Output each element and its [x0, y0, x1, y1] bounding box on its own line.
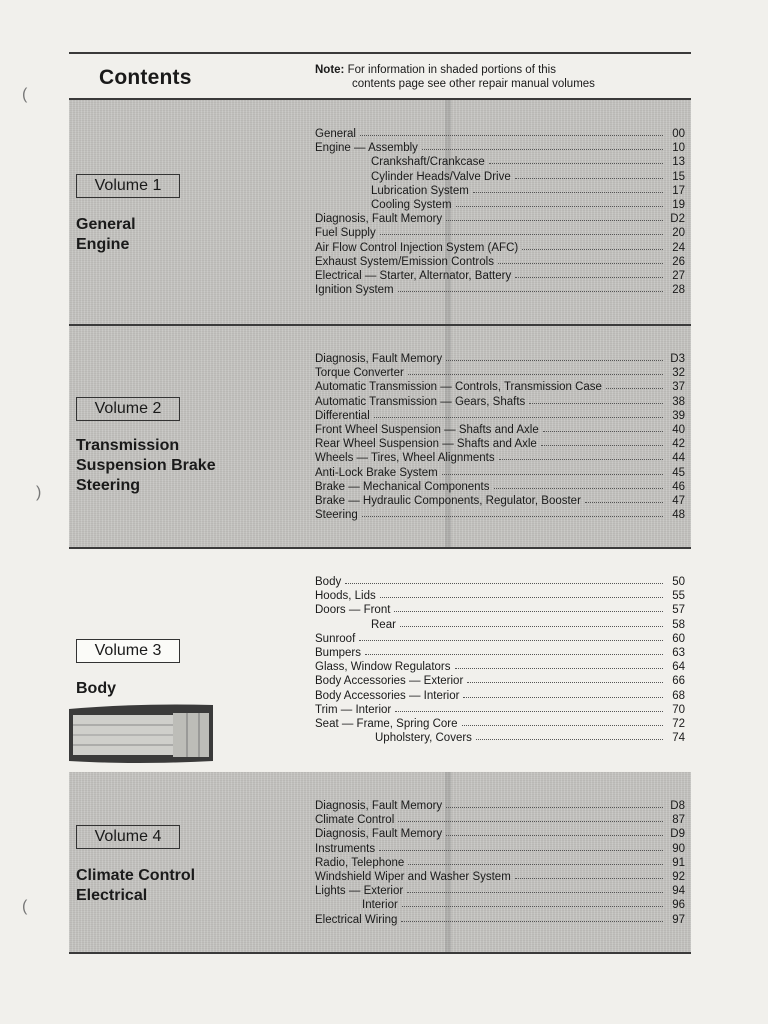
toc-entry-title: Automatic Transmission — Controls, Transmission Case — [315, 381, 602, 394]
volume-2-label — [76, 436, 296, 496]
toc-entry — [315, 717, 685, 731]
toc-entry-title: Body Accessories — Exterior — [315, 675, 464, 688]
toc-entry-page: 39 — [672, 409, 685, 422]
volume-1-box: Volume 1 — [76, 174, 180, 198]
dot-leader — [422, 140, 663, 150]
toc-entry — [315, 618, 685, 632]
toc-entry — [315, 589, 685, 603]
dot-leader — [499, 450, 663, 460]
dot-leader — [463, 688, 663, 698]
toc-entry-page: 90 — [672, 842, 685, 855]
toc-entry-page: 70 — [672, 703, 685, 716]
toc-entry-page: 19 — [672, 199, 685, 212]
volume-4-label — [76, 866, 296, 906]
toc-entry-title: Windshield Wiper and Washer System — [315, 871, 511, 884]
toc-entry-page: 24 — [672, 241, 685, 254]
dot-leader — [522, 240, 663, 250]
toc-entry-title: Fuel Supply — [315, 227, 376, 240]
toc-entry-page: 94 — [672, 885, 685, 898]
volume-4-label-line: Electrical — [76, 887, 148, 904]
toc-entry-title: Bumpers — [315, 647, 362, 660]
toc-entry-title: Steering — [315, 509, 358, 522]
dot-leader — [374, 408, 663, 418]
toc-entry-title: Trim — Interior — [315, 703, 392, 716]
toc-entry — [315, 380, 685, 394]
dot-leader — [476, 730, 663, 740]
toc-entry-page: 37 — [672, 381, 685, 394]
toc-entry-page: 10 — [672, 142, 685, 155]
toc-entry-page: 91 — [672, 856, 685, 869]
toc-entry-title: Engine — Assembly — [315, 142, 418, 155]
volume-2-label-line: Transmission — [76, 437, 180, 454]
toc-entry — [315, 827, 685, 841]
toc-entry-title: Differential — [315, 409, 370, 422]
toc-entry — [315, 423, 685, 437]
dot-leader — [446, 826, 663, 836]
toc-entry — [315, 141, 685, 155]
toc-entry — [315, 660, 685, 674]
toc-entry — [315, 437, 685, 451]
toc-entry-title: Lights — Exterior — [315, 885, 404, 898]
dot-leader — [494, 479, 664, 489]
toc-entry-page: 17 — [672, 184, 685, 197]
toc-entry-title: Glass, Window Regulators — [315, 661, 451, 674]
toc-entry — [315, 226, 685, 240]
toc-entry-page: 40 — [672, 424, 685, 437]
volume-4-label-line: Climate Control — [76, 867, 196, 884]
toc-entry-page: D8 — [670, 800, 685, 812]
toc-entry-title: Hoods, Lids — [315, 590, 376, 603]
toc-entry-title: Radio, Telephone — [315, 856, 405, 869]
toc-entry-page: 46 — [672, 480, 685, 493]
toc-entry-page: 28 — [672, 284, 685, 297]
toc-entry — [315, 494, 685, 508]
dot-leader — [446, 351, 663, 361]
manual-volumes-photo — [67, 703, 215, 767]
toc-entry-title: Rear — [371, 618, 396, 631]
toc-entry-page: 32 — [672, 367, 685, 380]
toc-entry-title: Wheels — Tires, Wheel Alignments — [315, 452, 495, 465]
toc-entry-page: 45 — [672, 466, 685, 479]
toc-entry — [315, 451, 685, 465]
dot-leader — [380, 588, 663, 598]
dot-leader — [362, 507, 663, 517]
toc-entry-title: Air Flow Control Injection System (AFC) — [315, 241, 519, 254]
volume-1-entries — [315, 127, 685, 297]
toc-entry-page: D3 — [670, 353, 685, 365]
toc-entry-title: Rear Wheel Suspension — Shafts and Axle — [315, 438, 537, 451]
toc-entry — [315, 870, 685, 884]
volume-1-label-line: General — [76, 216, 136, 233]
toc-entry-title: Doors — Front — [315, 604, 391, 617]
volume-4-entries — [315, 799, 685, 927]
volume-1-label-line: Engine — [76, 236, 130, 253]
toc-entry-title: Body — [315, 576, 342, 588]
toc-entry — [315, 842, 685, 856]
toc-entry-title: Cooling System — [371, 199, 452, 212]
header-note — [315, 63, 675, 91]
dot-leader — [529, 394, 663, 404]
dot-leader — [394, 602, 663, 612]
dot-leader — [446, 211, 663, 221]
toc-entry-page: 26 — [672, 255, 685, 268]
toc-entry — [315, 480, 685, 494]
toc-entry-title: Electrical Wiring — [315, 913, 398, 926]
dot-leader — [498, 254, 663, 264]
toc-entry-page: D9 — [670, 828, 685, 841]
dot-leader — [606, 379, 663, 389]
dot-leader — [359, 631, 663, 641]
toc-entry-title: Crankshaft/Crankcase — [371, 156, 485, 169]
toc-entry-title: General — [315, 128, 356, 140]
toc-entry — [315, 603, 685, 617]
toc-entry-page: 50 — [672, 576, 685, 588]
toc-entry-page: 66 — [672, 675, 685, 688]
toc-entry — [315, 366, 685, 380]
toc-entry-title: Anti-Lock Brake System — [315, 466, 438, 479]
toc-entry — [315, 813, 685, 827]
toc-entry — [315, 198, 685, 212]
toc-entry-title: Diagnosis, Fault Memory — [315, 828, 443, 841]
toc-entry-page: 47 — [672, 495, 685, 508]
toc-entry-title: Front Wheel Suspension — Shafts and Axle — [315, 424, 539, 437]
dot-leader — [455, 659, 664, 669]
toc-entry-title: Lubrication System — [371, 184, 469, 197]
toc-entry — [315, 466, 685, 480]
dot-leader — [365, 645, 663, 655]
dot-leader — [541, 436, 663, 446]
toc-entry-page: 57 — [672, 604, 685, 617]
toc-entry-page: 20 — [672, 227, 685, 240]
toc-entry — [315, 703, 685, 717]
binding-hole-mark: ( — [22, 898, 28, 915]
dot-leader — [585, 493, 663, 503]
toc-entry — [315, 184, 685, 198]
binding-hole-mark: ) — [36, 484, 42, 501]
toc-entry-title: Torque Converter — [315, 367, 404, 380]
toc-entry — [315, 884, 685, 898]
toc-entry-title: Diagnosis, Fault Memory — [315, 213, 443, 226]
toc-entry-title: Sunroof — [315, 632, 356, 645]
dot-leader — [489, 154, 663, 164]
volume-4-box: Volume 4 — [76, 825, 180, 849]
toc-entry — [315, 170, 685, 184]
toc-entry — [315, 856, 685, 870]
toc-entry-page: 48 — [672, 509, 685, 522]
toc-entry-page: 97 — [672, 913, 685, 926]
toc-entry-page: 38 — [672, 395, 685, 408]
dot-leader — [442, 465, 663, 475]
note-text-line2: contents page see other repair manual volumes — [352, 78, 595, 90]
volume-2-box: Volume 2 — [76, 397, 180, 421]
dot-leader — [543, 422, 663, 432]
toc-entry-title: Seat — Frame, Spring Core — [315, 718, 458, 731]
toc-entry-title: Ignition System — [315, 284, 394, 297]
section-rule — [69, 952, 691, 954]
dot-leader — [473, 183, 663, 193]
toc-entry-page: 55 — [672, 590, 685, 603]
volume-3-label — [76, 679, 296, 699]
toc-entry — [315, 632, 685, 646]
dot-leader — [379, 841, 663, 851]
toc-entry-page: 44 — [672, 452, 685, 465]
toc-entry-title: Electrical — Starter, Alternator, Battery — [315, 270, 512, 283]
dot-leader — [408, 365, 663, 375]
volume-1-section — [69, 100, 691, 326]
page-title: Contents — [99, 66, 192, 89]
volume-1-label — [76, 215, 296, 255]
toc-entry — [315, 155, 685, 169]
toc-entry-page: 68 — [672, 689, 685, 702]
toc-entry — [315, 127, 685, 141]
dot-leader — [408, 855, 663, 865]
toc-entry — [315, 575, 685, 589]
toc-entry-page: 74 — [672, 732, 685, 745]
toc-entry-page: D2 — [670, 213, 685, 226]
dot-leader — [456, 197, 663, 207]
volume-3-entries — [315, 575, 685, 745]
note-label: Note: — [315, 64, 345, 76]
dot-leader — [401, 912, 663, 922]
toc-entry-title: Cylinder Heads/Valve Drive — [371, 170, 511, 183]
volume-2-label-line: Suspension Brake — [76, 457, 216, 474]
toc-entry-page: 72 — [672, 718, 685, 731]
toc-entry-page: 42 — [672, 438, 685, 451]
toc-entry-page: 87 — [672, 814, 685, 827]
toc-entry-page: 27 — [672, 270, 685, 283]
volume-4-section — [69, 772, 691, 954]
toc-entry — [315, 731, 685, 745]
toc-entry-title: Body Accessories — Interior — [315, 689, 460, 702]
toc-entry — [315, 799, 685, 813]
toc-entry-page: 13 — [672, 156, 685, 169]
toc-entry-page: 15 — [672, 170, 685, 183]
dot-leader — [446, 798, 663, 808]
toc-entry — [315, 913, 685, 927]
toc-entry — [315, 898, 685, 912]
toc-entry-page: 96 — [672, 899, 685, 912]
toc-entry-page: 58 — [672, 618, 685, 631]
toc-entry-title: Exhaust System/Emission Controls — [315, 255, 494, 268]
dot-leader — [360, 126, 663, 136]
dot-leader — [345, 574, 663, 584]
toc-entry — [315, 352, 685, 366]
dot-leader — [398, 282, 663, 292]
toc-entry-title: Climate Control — [315, 814, 395, 827]
toc-entry — [315, 674, 685, 688]
dot-leader — [515, 169, 663, 179]
toc-entry-title: Automatic Transmission — Gears, Shafts — [315, 395, 526, 408]
toc-entry — [315, 395, 685, 409]
volume-2-section — [69, 326, 691, 549]
toc-entry-title: Interior — [362, 899, 398, 912]
dot-leader — [380, 225, 663, 235]
toc-entry-page: 64 — [672, 661, 685, 674]
toc-entry — [315, 283, 685, 297]
toc-entry — [315, 255, 685, 269]
volume-3-label-line: Body — [76, 680, 116, 697]
dot-leader — [398, 812, 663, 822]
binding-hole-mark: ( — [22, 86, 28, 103]
toc-entry-title: Diagnosis, Fault Memory — [315, 353, 443, 365]
toc-entry — [315, 508, 685, 522]
dot-leader — [515, 268, 663, 278]
volume-2-entries — [315, 352, 685, 522]
toc-entry — [315, 241, 685, 255]
toc-entry — [315, 212, 685, 226]
toc-entry — [315, 409, 685, 423]
dot-leader — [462, 716, 663, 726]
toc-entry-page: 00 — [672, 128, 685, 140]
dot-leader — [395, 702, 663, 712]
toc-entry-title: Upholstery, Covers — [375, 732, 472, 745]
toc-entry-title: Brake — Hydraulic Components, Regulator, Booster — [315, 495, 581, 508]
note-text-line1: For information in shaded portions of this — [347, 64, 556, 76]
toc-entry — [315, 269, 685, 283]
toc-entry-page: 60 — [672, 632, 685, 645]
dot-leader — [515, 869, 663, 879]
top-rule — [69, 52, 691, 54]
volume-2-label-line: Steering — [76, 477, 141, 494]
toc-entry-title: Instruments — [315, 842, 376, 855]
dot-leader — [400, 617, 663, 627]
toc-entry-title: Brake — Mechanical Components — [315, 480, 490, 493]
dot-leader — [407, 883, 663, 893]
volume-3-box: Volume 3 — [76, 639, 180, 663]
toc-entry — [315, 689, 685, 703]
toc-entry — [315, 646, 685, 660]
dot-leader — [402, 897, 663, 907]
dot-leader — [467, 673, 663, 683]
toc-entry-page: 63 — [672, 647, 685, 660]
toc-entry-page: 92 — [672, 871, 685, 884]
toc-entry-title: Diagnosis, Fault Memory — [315, 800, 443, 812]
